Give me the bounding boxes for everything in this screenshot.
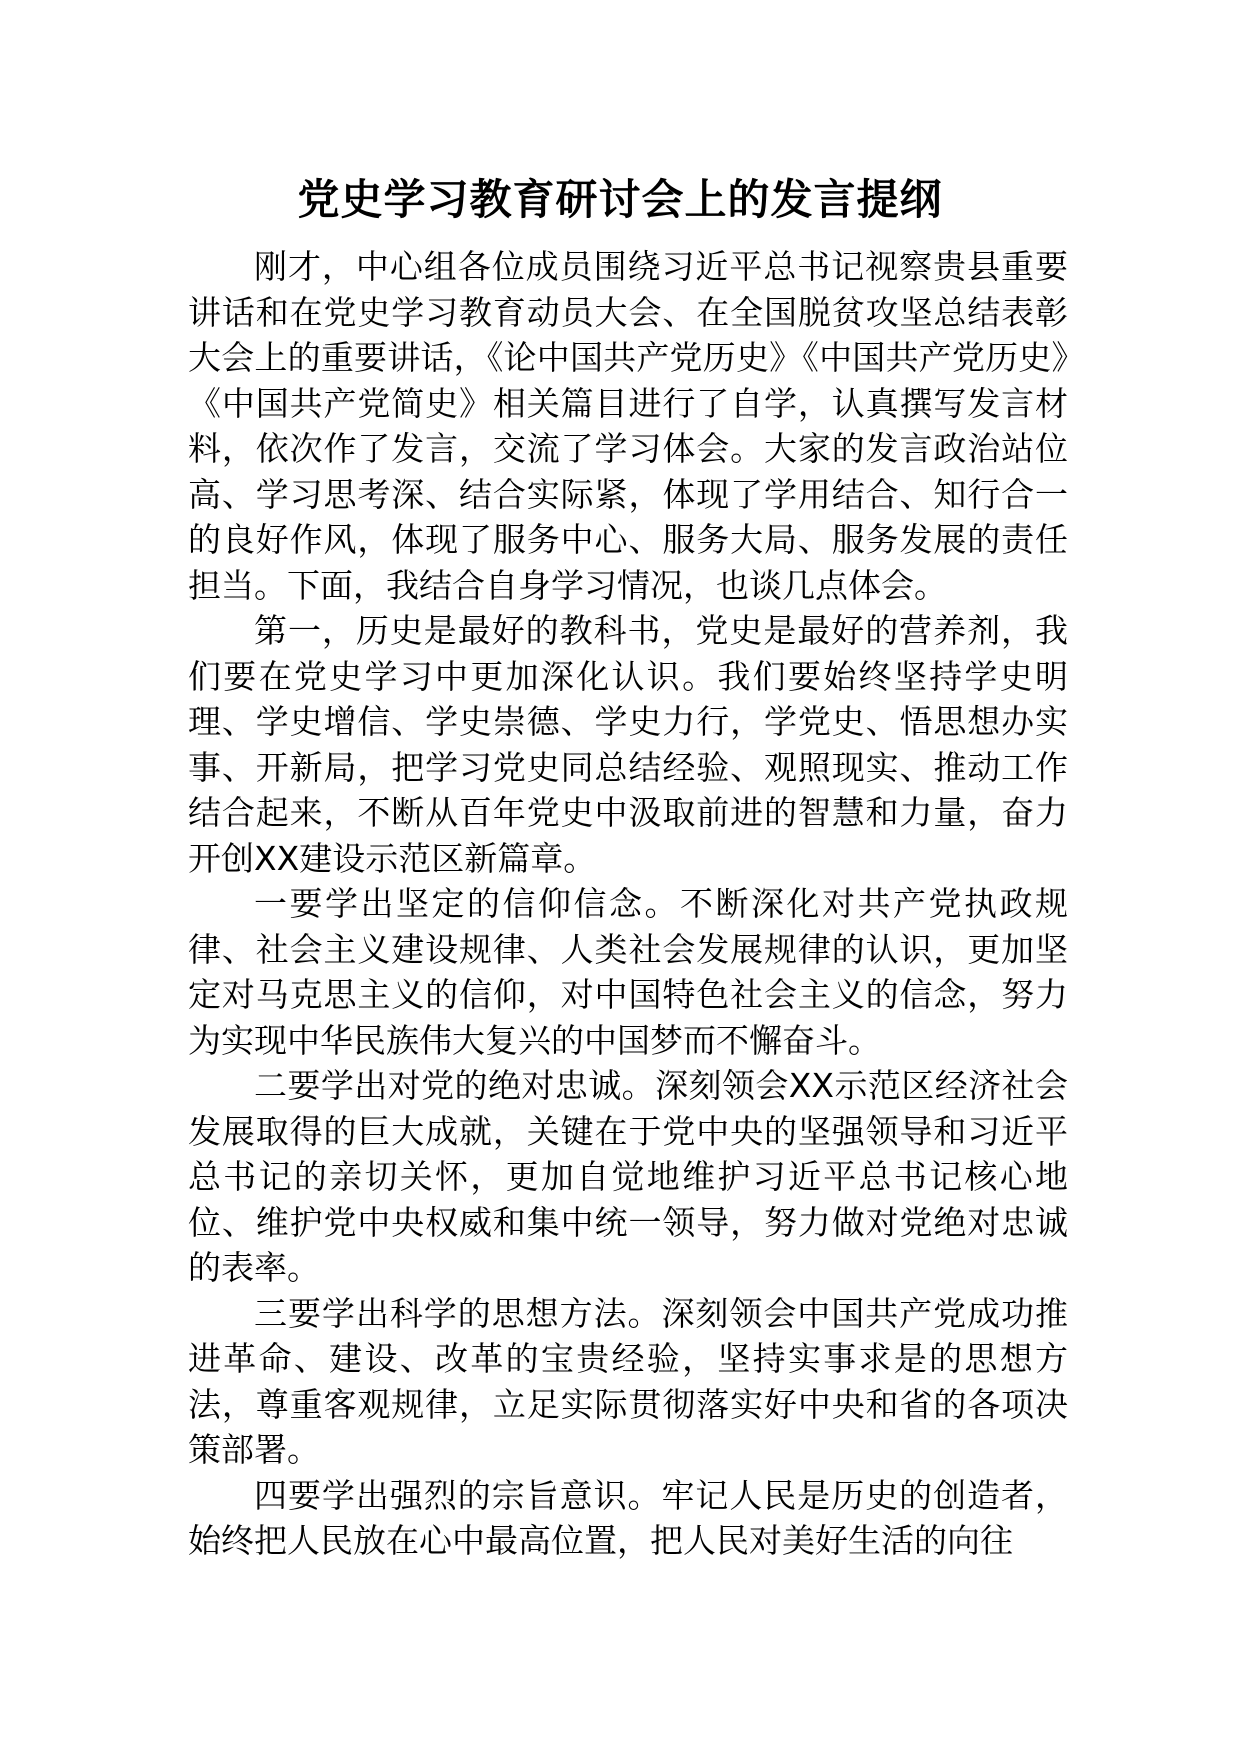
paragraph-absolute-loyalty: 二要学出对党的绝对忠诚。深刻领会XX示范区经济社会发展取得的巨大成就，关键在于党中央的坚强领导和习近平总书记的亲切关怀，更加自觉地维护习近平总书记核心地位、维护党中央权威和集中统一领导，努力做对党绝对忠诚的表率。 xyxy=(188,1066,1068,1287)
paragraph-purpose-awareness: 四要学出强烈的宗旨意识。牢记人民是历史的创造者，始终把人民放在心中最高位置，把人民对美好生活的向往 xyxy=(188,1475,1068,1560)
paragraph-faith-belief: 一要学出坚定的信仰信念。不断深化对共产党执政规律、社会主义建设规律、人类社会发展规律的认识，更加坚定对马克思主义的信仰，对中国特色社会主义的信念，努力为实现中华民族伟大复兴的中国梦而不懈奋斗。 xyxy=(188,884,1068,1060)
paragraph-scientific-method: 三要学出科学的思想方法。深刻领会中国共产党成功推进革命、建设、改革的宝贵经验，坚持实事求是的思想方法，尊重客观规律，立足实际贯彻落实好中央和省的各项决策部署。 xyxy=(188,1293,1068,1469)
document-title: 党史学习教育研讨会上的发言提纲 xyxy=(297,175,943,224)
document-body xyxy=(188,244,1068,1564)
paragraph-point-one: 第一，历史是最好的教科书，党史是最好的营养剂，我们要在党史学习中更加深化认识。我们要始终坚持学史明理、学史增信、学史崇德、学史力行，学党史、悟思想办实事、开新局，把学习党史同总结经验、观照现实、推动工作结合起来，不断从百年党史中汲取前进的智慧和力量，奋力开创XX建设示范区新篇章。 xyxy=(188,611,1068,878)
paragraph-intro: 刚才，中心组各位成员围绕习近平总书记视察贵县重要讲话和在党史学习教育动员大会、在全国脱贫攻坚总结表彰大会上的重要讲话，《论中国共产党历史》《中国共产党历史》《中国共产党简史》相关篇目进行了自学，认真撰写发言材料，依次作了发言，交流了学习体会。大家的发言政治站位高、学习思考深、结合实际紧，体现了学用结合、知行合一的良好作风，体现了服务中心、服务大局、服务发展的责任担当。下面，我结合自身学习情况，也谈几点体会。 xyxy=(188,247,1068,605)
